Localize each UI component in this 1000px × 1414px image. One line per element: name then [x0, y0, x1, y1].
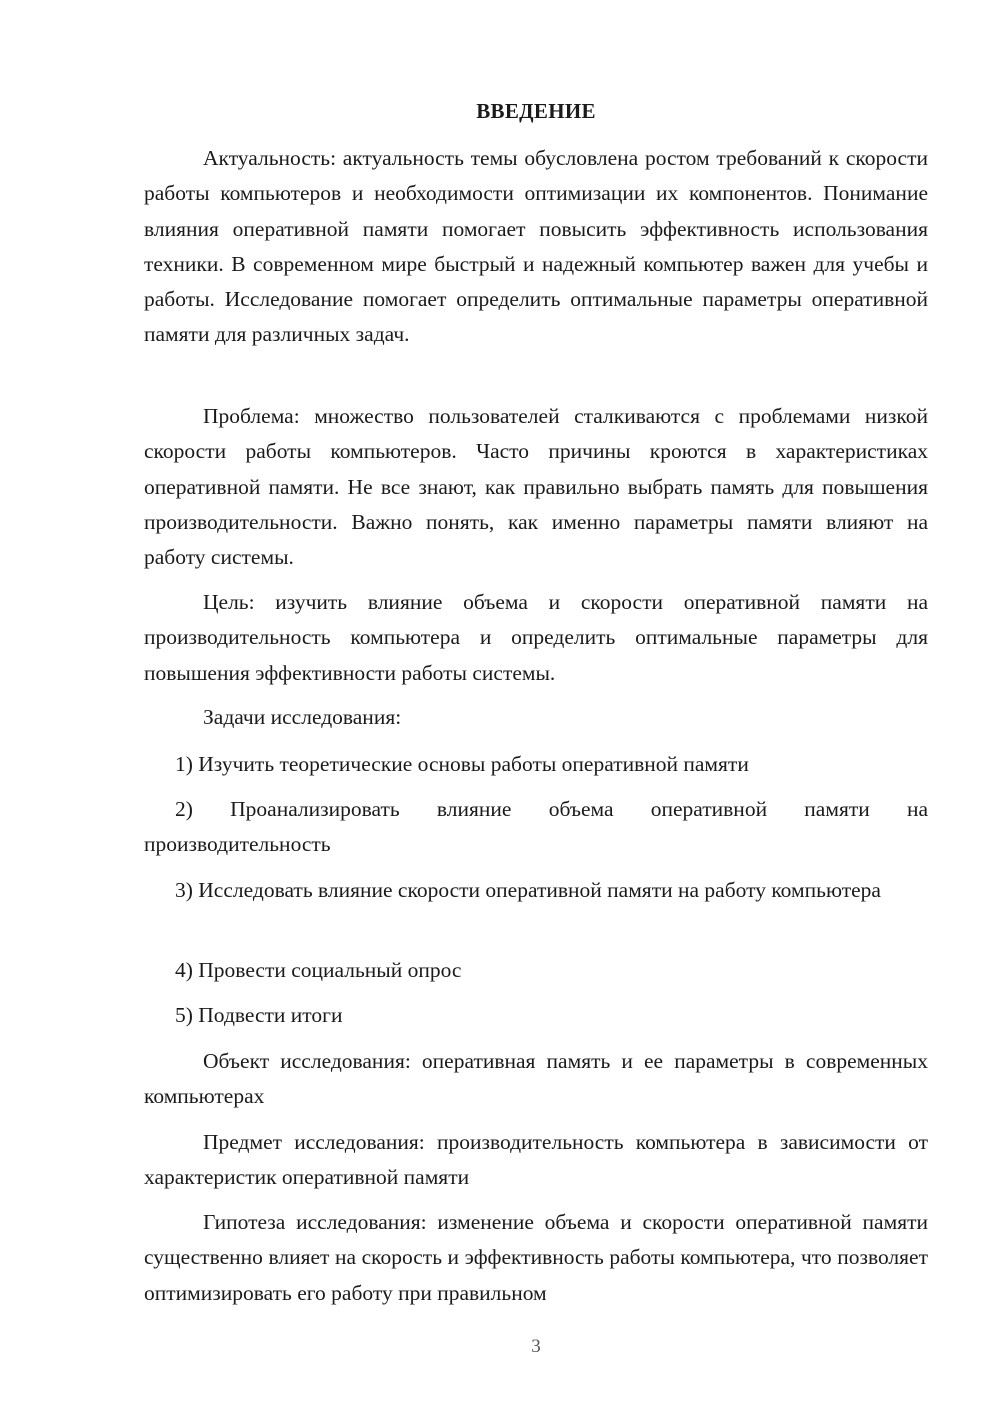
paragraph-hypothesis: Гипотеза исследования: изменение объема и скорости оперативной памяти существенно влияет на скорость и эффективность работы компьютера, что позволяет оптимизировать его работу при правильном	[144, 1210, 928, 1305]
paragraph-subject: Предмет исследования: производительность компьютера в зависимости от характеристик оперативной памяти	[144, 1130, 928, 1190]
page-number: 3	[531, 1336, 541, 1357]
list-item: 5) Подвести итоги	[175, 1003, 343, 1027]
paragraph-goal: Цель: изучить влияние объема и скорости оперативной памяти на производительность компьютера и определить оптимальные параметры для повышения эффективности работы системы.	[144, 590, 928, 685]
paragraph-object: Объект исследования: оперативная память и ее параметры в современных компьютерах	[144, 1049, 928, 1109]
page-title: ВВЕДЕНИЕ	[476, 99, 596, 123]
paragraph-problem: Проблема: множество пользователей сталкиваются с проблемами низкой скорости работы компьютеров. Часто причины кроются в характеристиках оперативной памяти. Не все знают, как правильно выбрать память для повышения производительности. Важно понять, как именно параметры памяти влияют на работу системы.	[144, 404, 928, 570]
paragraph-tasks-heading: Задачи исследования:	[203, 705, 402, 729]
list-item: 1) Изучить теоретические основы работы оперативной памяти	[175, 752, 749, 776]
list-item: 4) Провести социальный опрос	[175, 958, 462, 982]
list-item: 2) Проанализировать влияние объема оперативной памяти на производительность	[144, 797, 928, 857]
list-item: 3) Исследовать влияние скорости оперативной памяти на работу компьютера	[175, 878, 881, 902]
paragraph-relevance: Актуальность: актуальность темы обусловлена ростом требований к скорости работы компьютеров и необходимости оптимизации их компонентов. Понимание влияния оперативной памяти помогает повысить эффективность использования техники. В современном мире быстрый и надежный компьютер важен для учебы и работы. Исследование помогает определить оптимальные параметры оперативной памяти для различных задач.	[144, 146, 928, 347]
